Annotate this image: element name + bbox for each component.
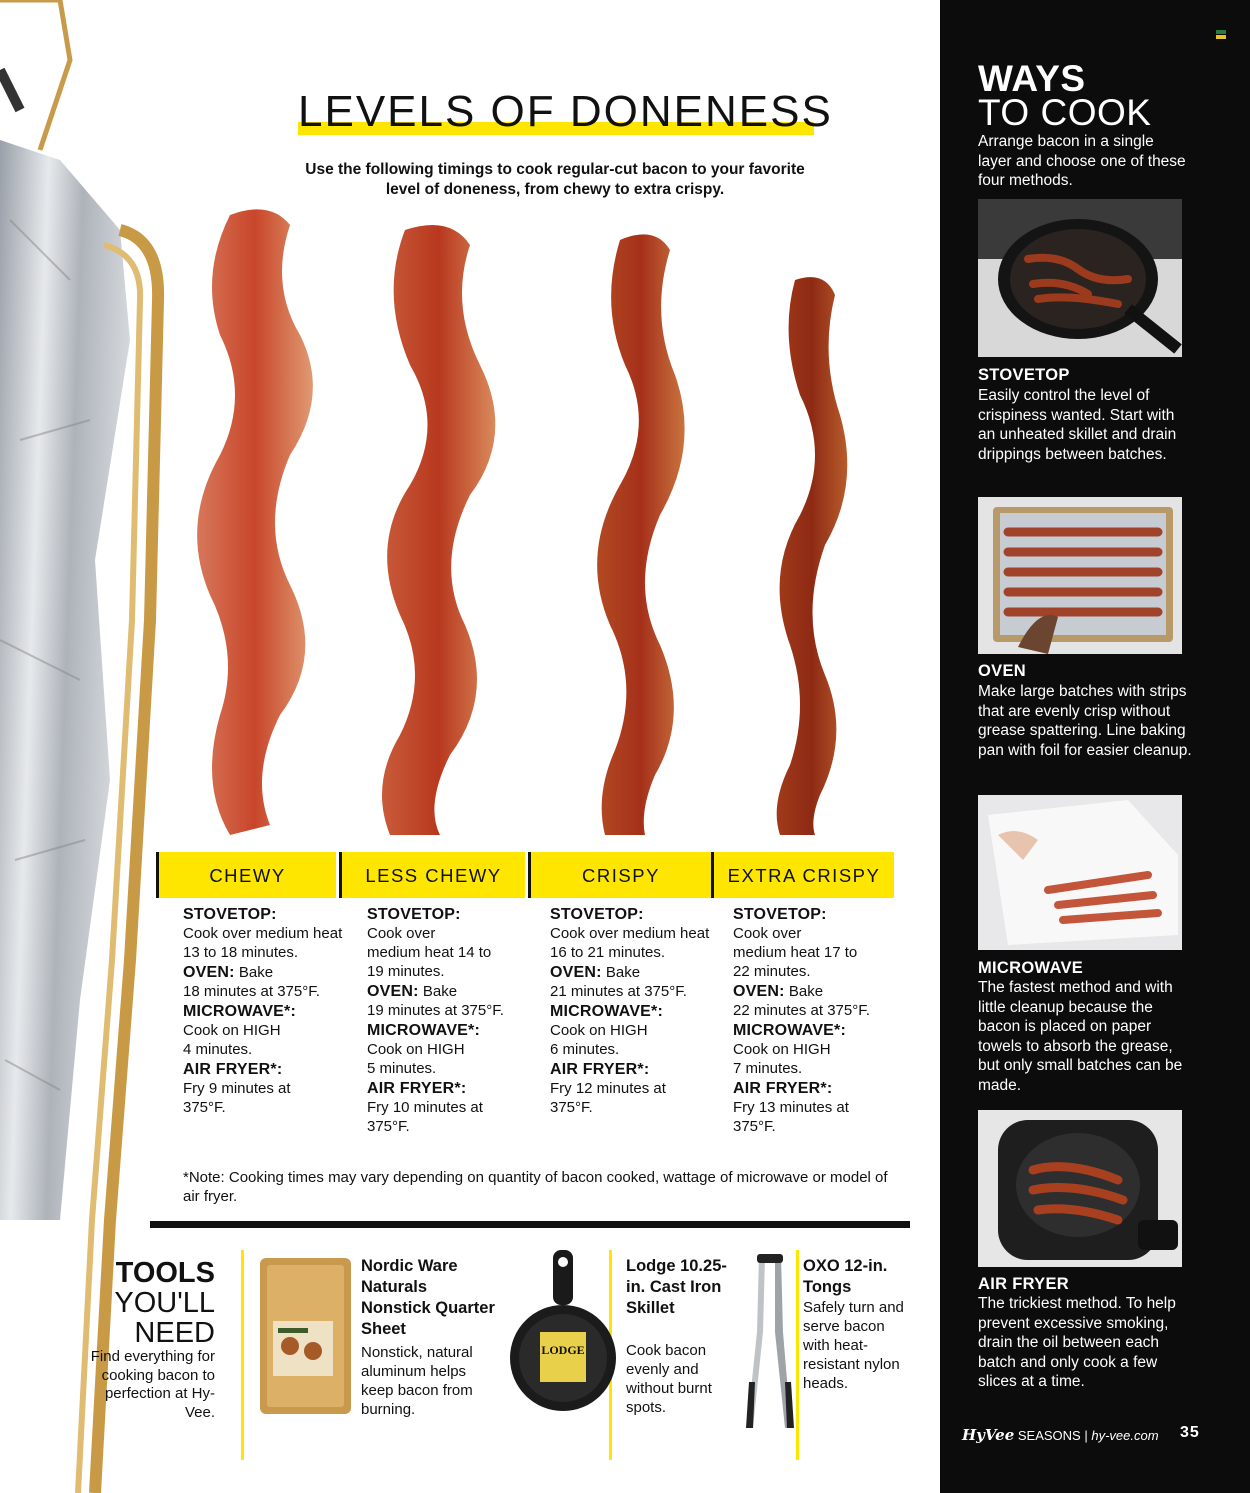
method-label: MICROWAVE*: [733,1022,847,1039]
bacon-strip-chewy [197,209,313,835]
ways-intro: Arrange bacon in a single layer and choose one of these four methods. [978,133,1186,189]
title-block [298,88,833,140]
method-desc-stovetop: Easily control the level of crispiness wanted. Start with an unheated skillet and drain drippings between batches. [978,387,1177,463]
tools-description: Find everything for cooking bacon to perfection at Hy-Vee. [90,1348,215,1421]
level-column-crispy [550,905,715,1118]
method-inline: Bake [605,964,641,981]
tool-desc-skillet: Cook bacon evenly and without burnt spots. [626,1342,712,1416]
footer-separator: | [1084,1428,1088,1443]
method-text: Cook over medium heat 13 to 18 minutes. [183,925,343,961]
method-text: 21 minutes at 375°F. [550,983,687,1000]
method-text: Fry 12 minutes at 375°F. [550,1080,666,1116]
method-text: 18 minutes at 375°F. [183,983,320,1000]
method-label: STOVETOP: [183,906,277,923]
method-label: OVEN: [183,964,235,981]
level-label: LESS CHEWY [365,865,502,886]
tools-heading [100,1258,215,1348]
bacon-strip-crispy [597,234,684,835]
tool-name-skillet[interactable]: Lodge 10.25-in. Cast Iron Skillet [626,1257,727,1317]
method-inline: Bake [788,983,824,1000]
cooking-note: *Note: Cooking times may vary depending on quantity of bacon cooked, wattage of microwave or model of air fryer. [183,1169,888,1205]
method-label: STOVETOP: [550,906,644,923]
method-inline: Bake [422,983,458,1000]
method-text: Cook on HIGH 5 minutes. [367,1041,465,1077]
method-label: AIR FRYER*: [367,1080,467,1097]
method-desc-oven: Make large batches with strips that are evenly crisp without grease spattering. Line baking pan with foil for easier cleanup. [978,683,1192,759]
level-header-chewy [156,852,336,898]
page-subtitle: Use the following timings to cook regular-cut bacon to your favorite level of doneness, from chewy to extra crispy. [305,161,805,198]
method-label: OVEN: [367,983,419,1000]
method-text: Cook on HIGH 7 minutes. [733,1041,831,1077]
page-title: LEVELS OF DONENESS [298,87,833,136]
level-label: CRISPY [582,865,660,886]
section-divider [150,1221,910,1228]
level-column-extra-crispy [733,905,893,1137]
method-text: Cook over medium heat 16 to 21 minutes. [550,925,710,961]
method-title-stovetop: STOVETOP [978,366,1070,384]
method-text: 22 minutes at 375°F. [733,1002,870,1019]
method-label: AIR FRYER*: [733,1080,833,1097]
method-text: 19 minutes at 375°F. [367,1002,504,1019]
tool-rule [796,1250,799,1460]
ways-heading: WAYS [978,58,1086,99]
method-title-air-fryer: AIR FRYER [978,1275,1070,1293]
method-label: OVEN: [550,964,602,981]
ways-to-cook-panel [940,0,1250,1493]
bacon-strip-less-chewy [382,225,495,835]
method-label: STOVETOP: [367,906,461,923]
method-title-microwave: MICROWAVE [978,959,1084,977]
method-label: OVEN: [733,983,785,1000]
level-header-extra-crispy [711,852,894,898]
level-header-crispy [528,852,711,898]
level-header-less-chewy [339,852,525,898]
air-fryer-photo [978,1110,1182,1267]
method-label: MICROWAVE*: [550,1003,664,1020]
skillet-photo [978,199,1182,357]
method-text: Cook on HIGH 4 minutes. [183,1022,281,1058]
site-link[interactable]: hy-vee.com [1091,1428,1159,1443]
method-title-oven: OVEN [978,662,1026,680]
method-label: MICROWAVE*: [367,1022,481,1039]
quarter-sheet-pan-image[interactable] [258,1256,353,1416]
tool-desc-quarter-sheet: Nonstick, natural aluminum helps keep bacon from burning. [361,1344,473,1418]
method-desc-air-fryer: The trickiest method. To help prevent excessive smoking, drain the oil between each batch and only cook a few slices at a time. [978,1295,1176,1390]
method-text: Fry 10 minutes at 375°F. [367,1099,483,1135]
bacon-strip-extra-crispy [777,277,848,835]
level-column-less-chewy [367,905,507,1137]
method-inline: Bake [238,964,274,981]
paper-towel-photo [978,795,1182,950]
tool-rule [241,1250,244,1460]
corner-icon [1216,30,1226,40]
method-label: AIR FRYER*: [550,1061,650,1078]
tool-name-quarter-sheet[interactable]: Nordic Ware Naturals Nonstick Quarter Sheet [361,1257,495,1338]
method-label: STOVETOP: [733,906,827,923]
method-text: Cook on HIGH 6 minutes. [550,1022,648,1058]
method-label: AIR FRYER*: [183,1061,283,1078]
tool-name-tongs[interactable]: OXO 12-in. Tongs [803,1257,888,1296]
tools-heading-line: TOOLS [115,1257,215,1289]
method-text: Cook over medium heat 17 to 22 minutes. [733,925,858,980]
magazine-name: SEASONS [1017,1428,1081,1443]
method-text: Fry 9 minutes at 375°F. [183,1080,291,1116]
method-text: Cook over medium heat 14 to 19 minutes. [367,925,492,980]
page-number: 35 [1180,1424,1200,1441]
cast-iron-skillet-image[interactable] [508,1250,618,1420]
tongs-image[interactable] [745,1252,795,1432]
footer [962,1426,1159,1444]
method-label: MICROWAVE*: [183,1003,297,1020]
brand-logo[interactable]: HyVee [962,1426,1015,1444]
level-column-chewy [183,905,348,1118]
level-label: CHEWY [209,865,286,886]
bacon-strips-photo [150,195,920,855]
tools-heading-line: NEED [134,1317,215,1349]
skillet-logo-text: LODGE [541,1343,585,1357]
method-desc-microwave: The fastest method and with little cleanup because the bacon is placed on paper towels to absorb the grease, but only small batches can be made. [978,979,1183,1094]
tools-heading-line: YOU'LL [114,1287,215,1319]
to-cook-heading: TO COOK [978,92,1152,133]
level-label: EXTRA CRISPY [727,865,881,886]
baking-pan-photo [978,497,1182,654]
method-text: Fry 13 minutes at 375°F. [733,1099,849,1135]
tool-desc-tongs: Safely turn and serve bacon with heat-resistant nylon heads. [803,1299,904,1392]
